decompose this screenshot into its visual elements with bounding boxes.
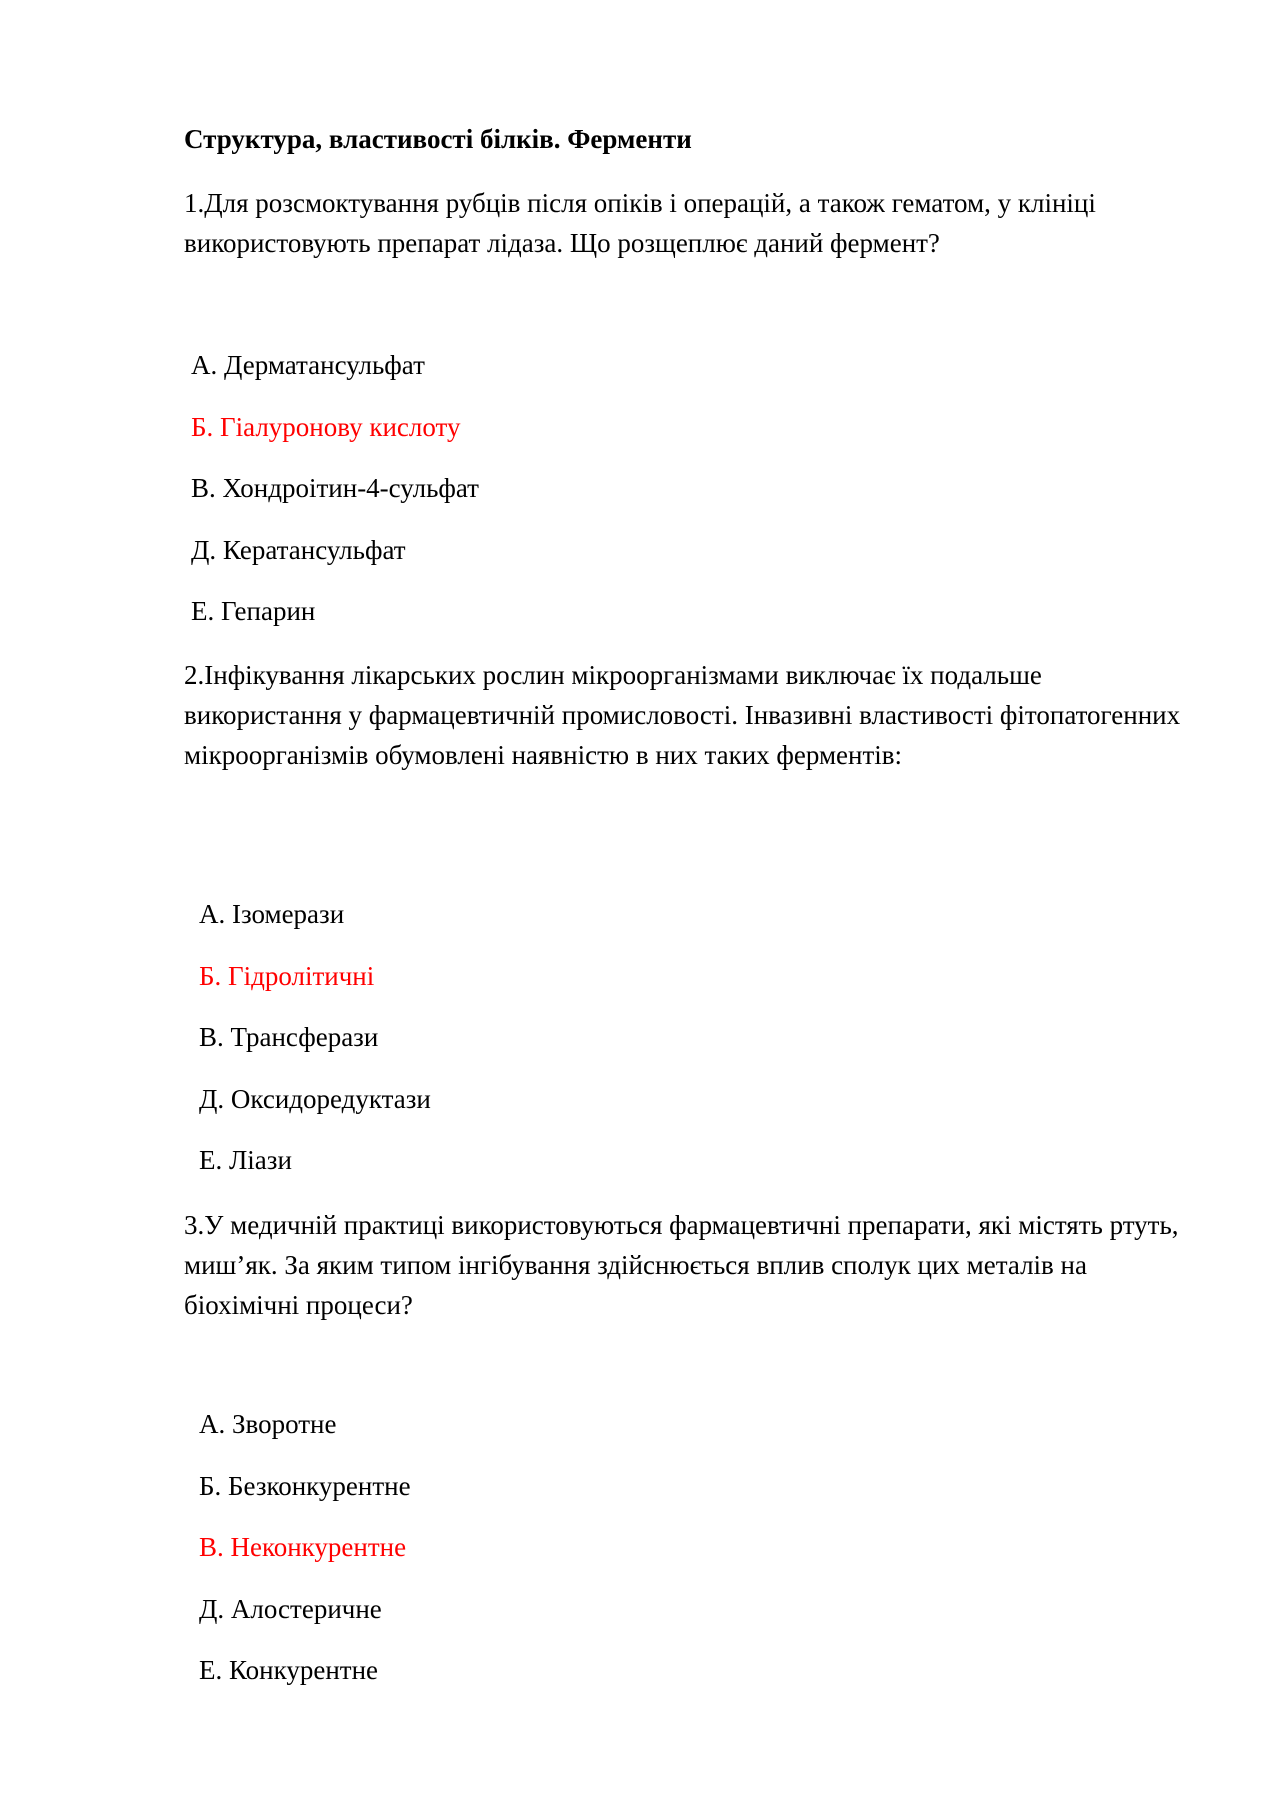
- q3-option-v: В. Неконкурентне: [199, 1532, 407, 1562]
- q1-option-v: В. Хондроітин-4-сульфат: [191, 473, 479, 503]
- q1-option-b: Б. Гіалуронову кислоту: [191, 412, 461, 442]
- q2-option-d: Д. Оксидоредуктази: [199, 1084, 431, 1114]
- question-2-text: 2.Інфікування лікарських рослин мікроорганізмами виключає їх подальше використання у фармацевтичній промисловості. Інвазивні властивості фітопатогенних мікроорганізмів обумовлені наявністю в них таких ферментів:: [184, 660, 1181, 770]
- q2-option-v: В. Трансферази: [199, 1022, 379, 1052]
- document-title: Структура, властивості білків. Ферменти: [184, 124, 692, 154]
- q1-option-d: Д. Кератансульфат: [191, 535, 406, 565]
- q1-option-e: Е. Гепарин: [191, 596, 316, 626]
- q3-option-d: Д. Алостеричне: [199, 1594, 382, 1624]
- question-1-text: 1.Для розсмоктування рубців після опіків і операцій, а також гематом, у клініці використовують препарат лідаза. Що розщеплює даний фермент?: [184, 188, 1096, 258]
- q2-option-b: Б. Гідролітичні: [199, 961, 375, 991]
- q2-option-a: А. Ізомерази: [199, 899, 345, 929]
- q3-option-b: Б. Безконкурентне: [199, 1471, 411, 1501]
- q2-option-e: Е. Ліази: [199, 1145, 292, 1175]
- question-3-text: 3.У медичній практиці використовуються фармацевтичні препарати, які містять ртуть, миш’як. За яким типом інгібування здійснюється вплив сполук цих металів на біохімічні процеси?: [184, 1210, 1179, 1320]
- q3-option-e: Е. Конкурентне: [199, 1655, 379, 1685]
- q1-option-a: А. Дерматансульфат: [191, 350, 425, 380]
- q3-option-a: А. Зворотне: [199, 1409, 337, 1439]
